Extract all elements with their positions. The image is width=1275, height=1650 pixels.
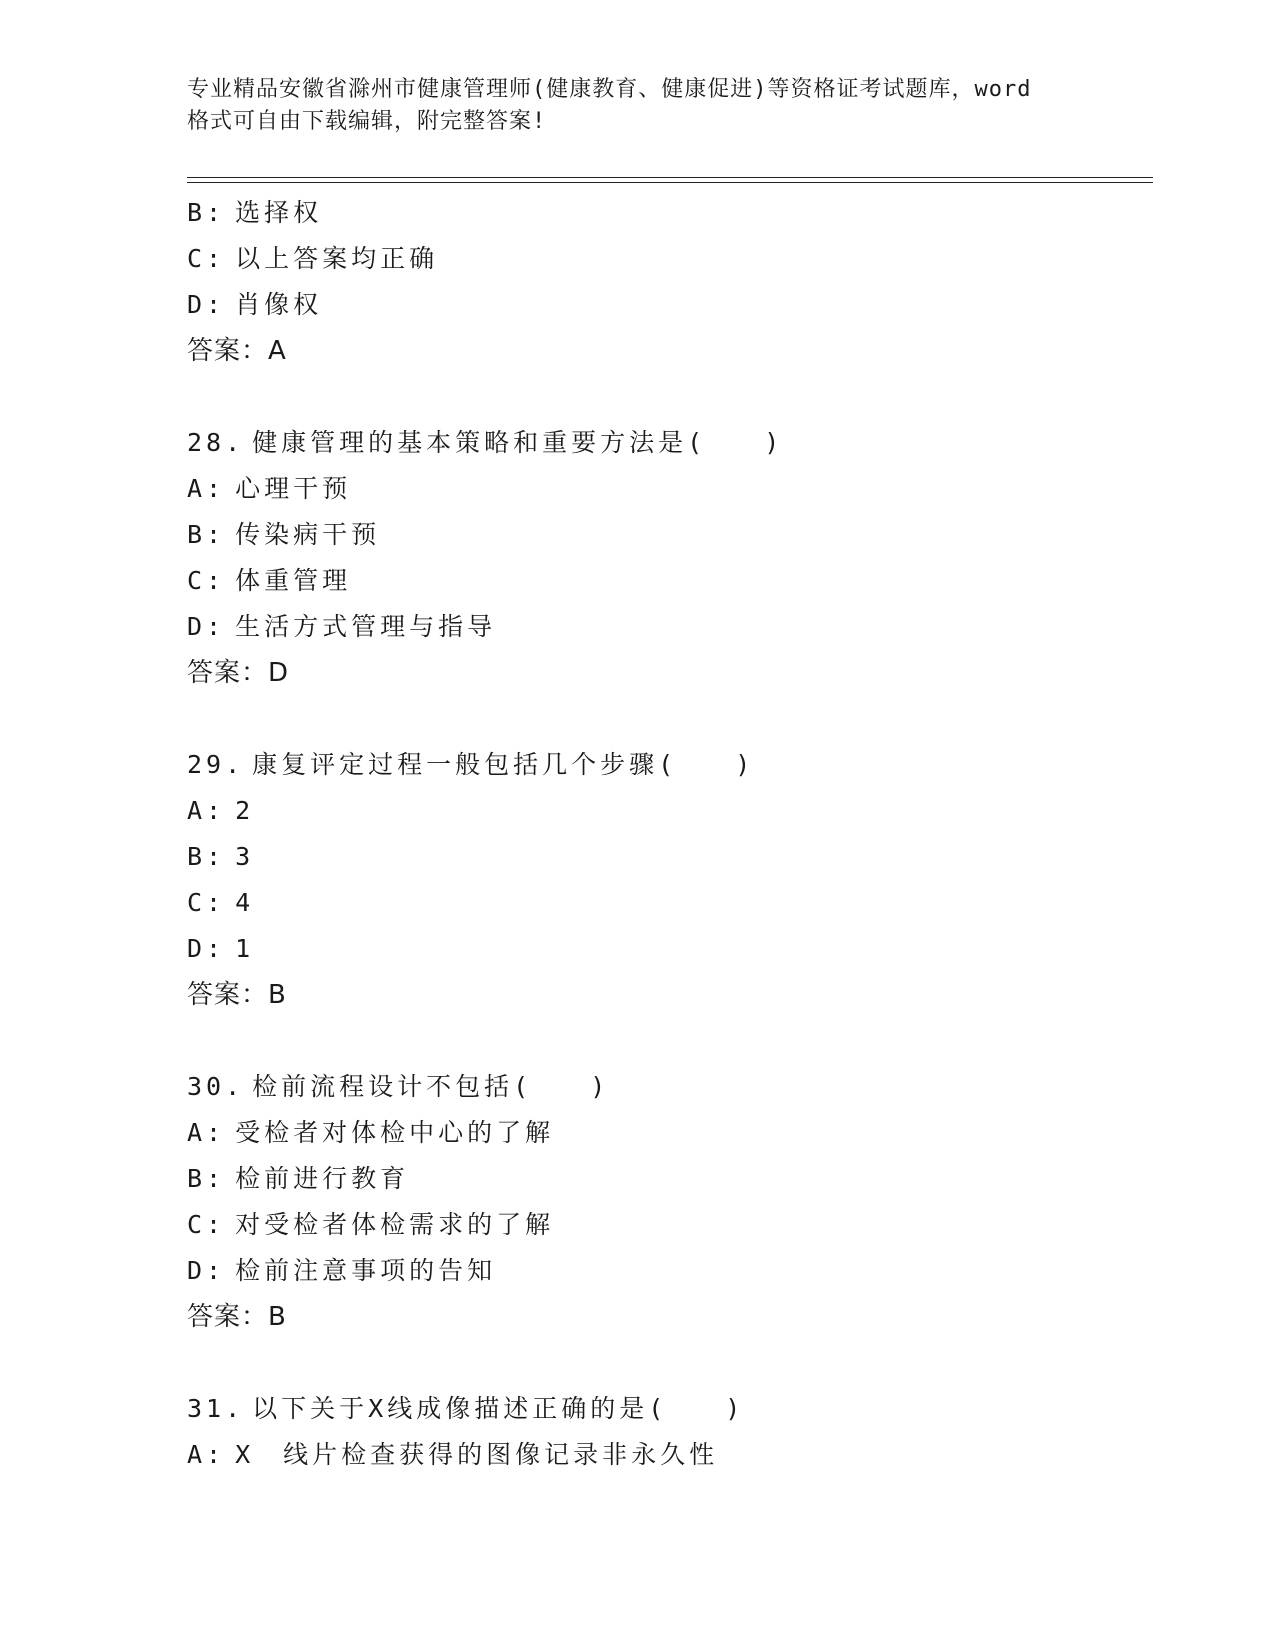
- question-29: [187, 742, 1147, 1018]
- option-c: [187, 558, 1147, 604]
- option-key: A:: [187, 474, 226, 503]
- option-text: 受检者对体检中心的了解: [235, 1118, 555, 1147]
- option-key: A:: [187, 796, 226, 825]
- option-d: [187, 604, 1147, 650]
- option-key: B:: [187, 198, 226, 227]
- answer-line: 答案：B: [187, 980, 287, 1010]
- option-key: C:: [187, 244, 226, 273]
- page-header: [187, 74, 1087, 138]
- option-text: 1: [235, 934, 255, 963]
- header-divider-top: [187, 177, 1153, 178]
- option-b: [187, 190, 1147, 236]
- option-text: 心理干预: [235, 474, 352, 503]
- spacer: [187, 1340, 1147, 1386]
- option-b: [187, 512, 1147, 558]
- option-key: A:: [187, 1440, 226, 1469]
- question-31: [187, 1386, 1147, 1478]
- spacer: [187, 696, 1147, 742]
- question-28: [187, 420, 1147, 696]
- option-key: D:: [187, 290, 226, 319]
- option-text: 3: [235, 842, 255, 871]
- option-key: C:: [187, 888, 226, 917]
- header-divider-bottom: [187, 182, 1153, 183]
- option-b: [187, 1156, 1147, 1202]
- question-stem: [187, 420, 1147, 466]
- header-title-line1: 专业精品安徽省滁州市健康管理师(健康教育、健康促进)等资格证考试题库，word: [187, 77, 1032, 102]
- option-text: 体重管理: [235, 566, 352, 595]
- option-key: D:: [187, 934, 226, 963]
- option-c: [187, 880, 1147, 926]
- question-list: [187, 190, 1147, 1478]
- question-text: 康复评定过程一般包括几个步骤( ): [252, 750, 755, 779]
- question-text: 检前流程设计不包括( ): [252, 1072, 610, 1101]
- option-text: 检前进行教育: [235, 1164, 410, 1193]
- option-text: 选择权: [235, 198, 323, 227]
- question-stem: [187, 742, 1147, 788]
- option-text: 生活方式管理与指导: [235, 612, 497, 641]
- spacer: [187, 1018, 1147, 1064]
- question-text: 健康管理的基本策略和重要方法是( ): [252, 428, 784, 457]
- option-key: B:: [187, 1164, 226, 1193]
- answer-line: 答案：B: [187, 1302, 287, 1332]
- option-key: C:: [187, 1210, 226, 1239]
- question-number: 31.: [187, 1394, 245, 1423]
- header-title-line2: 格式可自由下载编辑，附完整答案!: [187, 109, 547, 134]
- option-a: [187, 466, 1147, 512]
- answer-line: 答案：A: [187, 336, 287, 366]
- question-number: 30.: [187, 1072, 245, 1101]
- question-stem: [187, 1386, 1147, 1432]
- question-number: 29.: [187, 750, 245, 779]
- spacer: [187, 374, 1147, 420]
- option-key: B:: [187, 842, 226, 871]
- question-stem: [187, 1064, 1147, 1110]
- option-key: A:: [187, 1118, 226, 1147]
- answer-line: 答案：D: [187, 658, 290, 688]
- option-text: 对受检者体检需求的了解: [235, 1210, 555, 1239]
- option-c: [187, 236, 1147, 282]
- option-d: [187, 926, 1147, 972]
- option-b: [187, 834, 1147, 880]
- option-text: 肖像权: [235, 290, 323, 319]
- question-text: 以下关于X线成像描述正确的是( ): [252, 1394, 745, 1423]
- question-number: 28.: [187, 428, 245, 457]
- option-text: 传染病干预: [235, 520, 381, 549]
- option-key: B:: [187, 520, 226, 549]
- option-key: D:: [187, 612, 226, 641]
- question-30: [187, 1064, 1147, 1340]
- previous-question-options: [187, 190, 1147, 374]
- option-c: [187, 1202, 1147, 1248]
- option-d: [187, 282, 1147, 328]
- option-text: 以上答案均正确: [235, 244, 439, 273]
- option-d: [187, 1248, 1147, 1294]
- option-a: [187, 1110, 1147, 1156]
- option-text: 4: [235, 888, 255, 917]
- option-a: [187, 788, 1147, 834]
- option-key: C:: [187, 566, 226, 595]
- option-text: 检前注意事项的告知: [235, 1256, 497, 1285]
- option-key: D:: [187, 1256, 226, 1285]
- option-text: X 线片检查获得的图像记录非永久性: [235, 1440, 719, 1469]
- option-text: 2: [235, 796, 255, 825]
- option-a: [187, 1432, 1147, 1478]
